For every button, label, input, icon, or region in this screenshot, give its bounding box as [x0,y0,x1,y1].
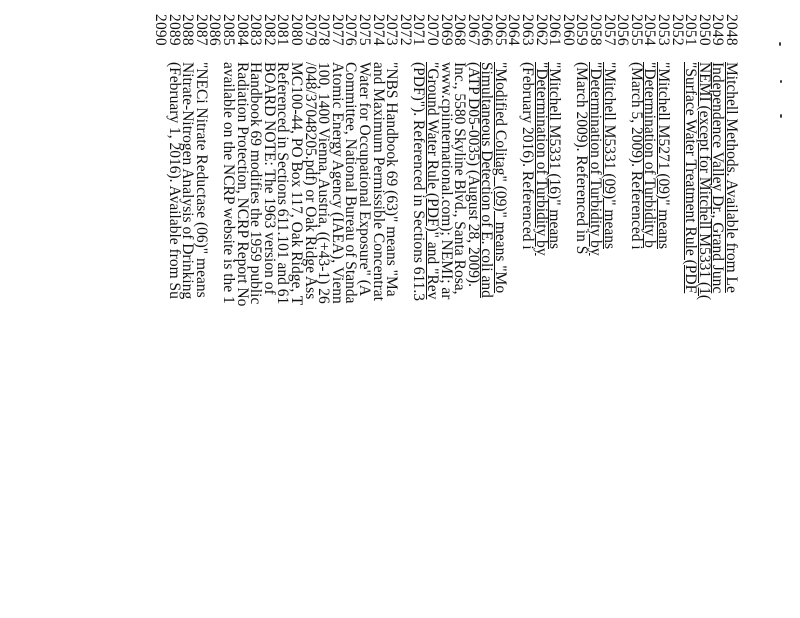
text-line: (February 1, 2016). Available from Su [165,62,183,299]
line-number: 2049 [709,14,727,46]
text-line: BOARD NOTE: The 1963 version of [260,62,278,295]
text-line: www.cpiinternational.com); NEMI; ar [437,62,455,300]
line-number: 2075 [355,14,373,46]
line-number: 2084 [233,14,251,46]
line-number: 2071 [410,14,428,46]
line-number: 2068 [451,14,469,46]
line-number: 2080 [288,14,305,46]
text-line: "NBS Handbook 69 (63)" means "Ma [383,62,401,297]
text-line: 100, 1400 Vienna, Austria, ((+43-1) 26 [315,62,333,304]
line-number: 2066 [478,14,496,46]
line-number: 2052 [668,14,686,46]
scan-speck [780,114,782,118]
text-line: (February 2016). Referenced i [519,62,537,250]
line-number: 2053 [655,14,673,46]
text-line: "Surface Water Treatment Rule (PDF [682,62,700,294]
text-line: "Ground Water Rule (PDF)" and "Rev [423,62,441,300]
text-line: available on the NCRP website is the 1 [220,62,238,304]
line-number: 2064 [505,14,523,46]
line-number: 2050 [695,14,713,46]
line-number: 2090 [152,14,170,46]
text-line: Inc., 5580 Skyline Blvd., Santa Rosa, [451,62,469,295]
line-number: 2079 [301,14,319,46]
text-line: (ATP D05-0035) (August 28, 2009). [464,62,482,288]
text-line: "NECi Nitrate Reductase (06)" means [192,62,210,298]
text-line: Water for Occupational Exposure" (A [355,62,373,297]
scan-speck [780,80,782,83]
line-number: 2073 [383,14,401,46]
text-line: and Maximum Permissible Concentrat [369,62,387,301]
line-number: 2062 [532,14,550,46]
text-line: Handbook 69 modifies the 1959 public [247,62,265,305]
line-number: 2054 [641,14,659,46]
text-line: "Mitchell M5271 (09)" means [655,62,673,249]
line-number: 2059 [573,14,591,46]
scan-speck [779,42,781,46]
line-number: 2051 [682,14,700,46]
line-number: 2077 [328,14,346,46]
line-number: 2081 [274,14,292,46]
text-line: "Determination of Turbidity by [587,62,605,256]
text-line: (March 2009). Referenced in S [573,62,591,255]
text-line: Mitchell Methods. Available from Le [723,62,740,293]
text-line: "Mitchell M5331 (09)" means [600,62,618,249]
line-number: 2078 [315,14,333,46]
line-number: 2088 [179,14,197,46]
text-line: (March 5, 2009). Referenced i [627,62,645,250]
text-line: "Determination of Turbidity b [641,62,659,248]
text-line: /048/37048205.pdf) or Oak Ridge Ass [301,62,319,300]
text-line: Referenced in Sections 611.101 and 61 [274,62,292,305]
line-number: 2089 [165,14,183,46]
line-number: 2048 [723,14,740,46]
line-number: 2085 [220,14,238,46]
line-number: 2060 [559,14,577,46]
text-line: Radiation Protection, NCRP Report No [233,62,251,307]
line-number: 2086 [206,14,224,46]
line-number: 2072 [396,14,414,46]
line-number: 2087 [192,14,210,46]
line-number: 2056 [614,14,632,46]
line-number: 2063 [519,14,537,46]
line-number: 2076 [342,14,360,46]
text-line: MC100-44, PO Box 117, Oak Ridge, T [288,62,305,306]
line-number: 2082 [260,14,278,46]
document-body [167,62,738,618]
text-line: "Modified Colitag" (09)" means "Mo [491,62,509,294]
line-number: 2070 [423,14,441,46]
text-line: "Mitchell M5331 (16)" means [546,62,564,249]
line-number: 2067 [464,14,482,46]
text-line: Simultaneous Detection of E. coli and [478,62,496,298]
text-line: Atomic Energy Agency (IAEA), Vienn [328,62,346,304]
line-number: 2057 [600,14,618,46]
text-line: "Determination of Turbidity by [532,62,550,256]
line-number: 2083 [247,14,265,46]
text-line: Independence Valley Dr., Grand Junc [709,62,727,294]
text-line: (PDF)"). Referenced in Sections 611.3 [410,62,428,302]
text-line: Nitrate-Nitrogen Analysis of Drinking [179,62,197,300]
line-number: 2069 [437,14,455,46]
line-number: 2058 [587,14,605,46]
line-number: 2074 [369,14,387,46]
line-number-column [153,14,738,64]
line-number: 2055 [627,14,645,46]
line-number: 2065 [491,14,509,46]
text-line: Committee, National Bureau of Standa [342,62,360,304]
text-line: NEMI (except for Mitchell M5331 (1( [695,62,713,301]
line-number: 2061 [546,14,564,46]
